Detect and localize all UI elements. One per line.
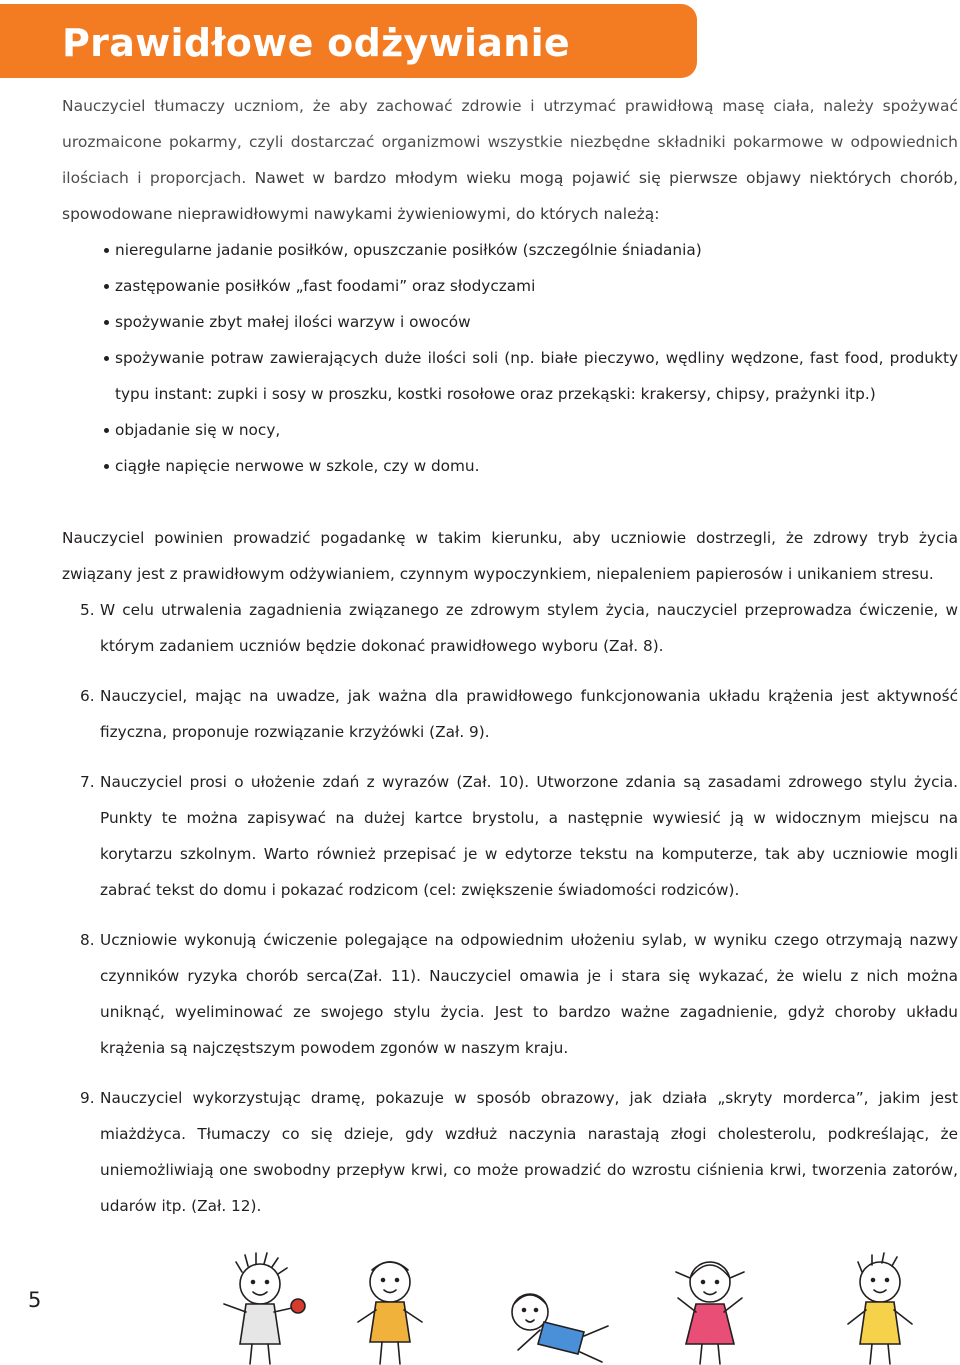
step-text: Nauczyciel, mając na uwadze, jak ważna dla prawidłowego funkcjonowania układu krążenia jest aktywność fizyczna, proponuje rozwiązanie krzyżówki (Zał. 9). [100, 687, 958, 741]
list-item-text: ciągłe napięcie nerwowe w szkole, czy w domu. [115, 457, 480, 475]
step-number: 9. [80, 1089, 95, 1107]
step-number: 8. [80, 931, 95, 949]
step-text: Nauczyciel wykorzystując dramę, pokazuje w sposób obrazowy, jak działa „skryty morderca”, jakim jest miażdżyca. Tłumaczy co się dzieje, gdy wzdłuż naczynia narastają złogi cholesterolu, podkreślając, że uniemożliwiają one swobodny przepływ krwi, co może prowadzić do wzrostu ciśnienia krwi, tworzenia zatorów, udarów itp. (Zał. 12). [100, 1089, 958, 1215]
list-item [62, 268, 958, 304]
bullet-list [62, 232, 958, 484]
list-item-text: nieregularne jadanie posiłków, opuszczanie posiłków (szczególnie śniadania) [115, 241, 702, 259]
list-item-text: spożywanie zbyt małej ilości warzyw i owoców [115, 313, 471, 331]
step-item [62, 1080, 958, 1224]
list-item [62, 304, 958, 340]
step-item [62, 922, 958, 1066]
list-item-text: spożywanie potraw zawierających duże ilości soli (np. białe pieczywo, wędliny wędzone, fast food, produkty typu instant: zupki i sosy w proszku, kostki rosołowe oraz przekąski: krakersy, chipsy, prażynki itp.) [115, 349, 958, 403]
list-item [62, 340, 958, 412]
step-text: Uczniowie wykonują ćwiczenie polegające na odpowiednim ułożeniu sylab, w wyniku czego otrzymają nazwy czynników ryzyka chorób serca(Zał. 11). Nauczyciel omawia je i stara się wykazać, że wielu z nich można uniknąć, wyeliminować ze swojego stylu życia. Jest to bardzo ważne zagadnienie, gdyż choroby układu krążenia są najczęstszym powodem zgonów w naszym kraju. [100, 931, 958, 1057]
bullet-dot-icon [104, 428, 109, 433]
page-title: Prawidłowe odżywianie [62, 21, 570, 65]
page-content [62, 88, 958, 1224]
list-item-text: objadanie się w nocy, [115, 421, 281, 439]
bullet-dot-icon [104, 464, 109, 469]
child-icon [358, 1262, 422, 1364]
discussion-paragraph: Nauczyciel powinien prowadzić pogadankę w takim kierunku, aby uczniowie dostrzegli, że zdrowy tryb życia związany jest z prawidłowym odżywianiem, czynnym wypoczynkiem, niepaleniem papierosów i unikaniem stresu. [62, 529, 958, 583]
list-item-text: zastępowanie posiłków „fast foodami” oraz słodyczami [115, 277, 536, 295]
girl-icon [676, 1262, 744, 1364]
step-text: Nauczyciel prosi o ułożenie zdań z wyrazów (Zał. 10). Utworzone zdania są zasadami zdrowego stylu życia. Punkty te można zapisywać na dużej kartce brystolu, a następnie wywiesić ją w widocznym miejscu na korytarzu szkolnym. Warto również przepisać je w edytorze tekstu na komputerze, tak aby uczniowie mogli zabrać tekst do domu i pokazać rodzicom (cel: zwiększenie świadomości rodziców). [100, 773, 958, 899]
step-number: 6. [80, 687, 95, 705]
children-illustration [200, 1252, 960, 1365]
intro-rest: Nawet w bardzo młodym wieku mogą pojawić się pierwsze objawy niektórych chorób, spowodowane nieprawidłowymi nawykami żywieniowymi, do których należą: [62, 169, 958, 223]
step-number: 7. [80, 773, 95, 791]
title-banner [0, 4, 697, 78]
step-item [62, 764, 958, 908]
jumping-child-icon [512, 1294, 608, 1362]
step-text: W celu utrwalenia zagadnienia związanego ze zdrowym stylem życia, nauczyciel przeprowadza ćwiczenie, w którym zadaniem uczniów będzie dokonać prawidłowego wyboru (Zał. 8). [100, 601, 958, 655]
child-with-apple-icon [224, 1253, 305, 1364]
step-item [62, 592, 958, 664]
step-item [62, 678, 958, 750]
list-item [62, 448, 958, 484]
bullet-dot-icon [104, 320, 109, 325]
intro-lead: Nauczyciel tłumaczy uczniom, że aby zachować zdrowie i utrzymać prawidłową masę ciała, należy spożywać urozmaicone pokarmy, czyli dostarczać organizmowi wszystkie niezbędne składniki pokarmowe w odpowiednich ilościach i proporcjach. [62, 97, 958, 187]
step-number: 5. [80, 601, 95, 619]
list-item [62, 232, 958, 268]
bullet-dot-icon [104, 284, 109, 289]
numbered-steps [62, 592, 958, 1224]
list-item [62, 412, 958, 448]
intro-paragraph [62, 88, 958, 232]
page-number: 5 [28, 1288, 42, 1312]
bullet-dot-icon [104, 248, 109, 253]
bullet-dot-icon [104, 356, 109, 361]
child-icon [848, 1253, 912, 1364]
